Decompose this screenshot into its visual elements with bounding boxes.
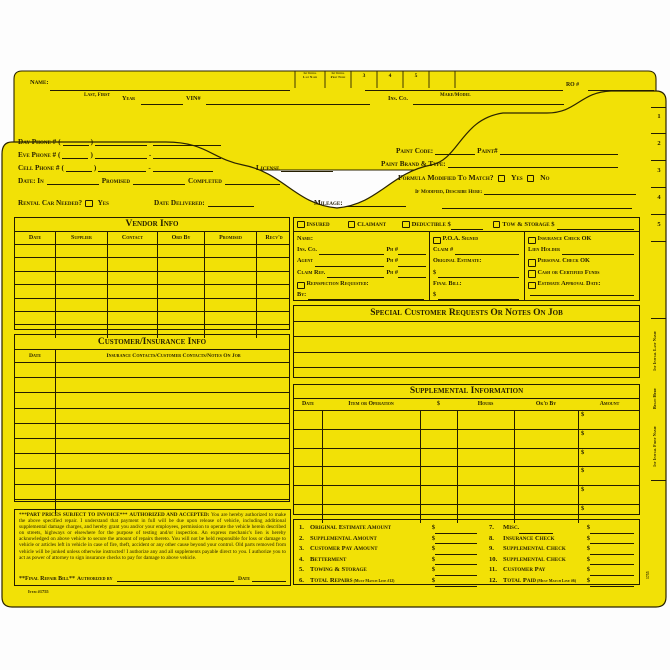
edge-tick (651, 318, 666, 319)
mileage-label: Mileage: (314, 199, 343, 207)
if-modified-line (484, 188, 636, 195)
line-label: Misc. (503, 524, 520, 531)
table-row (15, 377, 289, 392)
line-number: 6. (299, 576, 304, 584)
date-delivered-row (154, 199, 254, 207)
amount-line (435, 548, 477, 555)
tab-1st-initial-last-name (296, 72, 324, 80)
amount-line (590, 537, 634, 544)
promised-line (133, 178, 185, 185)
formula-label: Formula Modified To Match? (398, 173, 494, 182)
final-bill-label: Final Bill: (433, 279, 462, 287)
agent-label: Agent (297, 257, 313, 265)
table-row (15, 298, 289, 311)
dollar-sign: $ (433, 291, 437, 299)
claimant-checkbox (348, 221, 356, 229)
paint-number-label: Paint# (477, 147, 498, 155)
col-promised: Promised (204, 232, 256, 244)
dollar-sign: $ (431, 534, 435, 542)
edge-label-last-name: 1st Initial Last Name (652, 331, 657, 371)
rental-yes-checkbox (85, 200, 93, 208)
claim-ins-co-label: Ins. Co. (297, 246, 317, 254)
col-date: Date (29, 353, 41, 359)
paint-brand-line (448, 161, 618, 168)
tab-label-line1: 1st Initial (303, 71, 317, 75)
dollar-sign: $ (586, 566, 590, 574)
date-label: Date (238, 576, 250, 582)
tab-label-line2: First Name (330, 74, 346, 79)
amount-line (590, 580, 634, 587)
col-notes: Insurance Contacts/Customer Contacts/Notes On Job (55, 350, 291, 362)
col-dollar: $ (437, 401, 440, 407)
date-in-line (47, 178, 99, 185)
table-row (294, 485, 639, 504)
totals-row (299, 544, 634, 555)
edge-label-first-name: 1st Initial First Name (652, 426, 657, 468)
formula-row (398, 173, 550, 182)
ph-line (398, 271, 426, 278)
area-code-line (66, 165, 92, 172)
lien-holder-line (562, 248, 634, 255)
date-delivered-label: Date Delivered: (154, 199, 205, 207)
line-label: Supplemental Amount (310, 534, 377, 542)
table-row (294, 322, 639, 337)
last-first-label: Last, First (84, 93, 111, 98)
area-code-line (63, 139, 89, 146)
amount-line (435, 580, 477, 587)
table-row (294, 410, 639, 429)
claim-number-line (455, 248, 519, 255)
formula-no-checkbox (527, 175, 535, 183)
table-row (15, 453, 289, 468)
prefix-line (98, 165, 146, 172)
table-row (15, 392, 289, 407)
cell-phone-label: Cell Phone # (18, 164, 60, 172)
line-label: Original Estimate Amount (310, 524, 392, 531)
paren-open: ( (58, 138, 61, 146)
claim-estimate-column (430, 232, 525, 301)
day-phone-row (18, 138, 221, 146)
amount-dollar: $ (578, 411, 641, 429)
line-label: Towing & Storage (310, 566, 367, 574)
insured-checkbox (297, 221, 305, 229)
col-ord-by: Ord By (157, 232, 204, 244)
deductible-label: Deductible $ (411, 220, 451, 228)
formula-yes-checkbox (498, 175, 506, 183)
poa-checkbox (433, 237, 441, 245)
totals-box (293, 519, 640, 585)
table-row (294, 337, 639, 352)
edge-number-1: 1 (657, 113, 661, 120)
amount-line (590, 569, 634, 576)
col-contact: Contact (107, 232, 157, 244)
tab-label-line1: 1st Initial (331, 71, 345, 75)
date-in-label: Date: In (18, 177, 44, 185)
part-prices-heading: ***PART PRICES SUBJECT TO INVOICE*** (19, 512, 128, 518)
table-row (15, 484, 289, 499)
completed-label: Completed (188, 177, 222, 185)
table-row (15, 244, 289, 257)
dash: - (149, 138, 152, 146)
ph-line (398, 248, 426, 255)
reinspection-label: Reinspection Requested: (306, 279, 369, 287)
totals-row (299, 534, 634, 545)
eve-phone-label: Eve Phone # (18, 151, 57, 159)
amount-dollar: $ (578, 430, 641, 448)
col-date: Date (301, 401, 315, 407)
year-line (141, 104, 183, 105)
col-recvd: Recv'd (256, 232, 291, 244)
ph-line (398, 260, 426, 267)
edge-number-5: 5 (657, 221, 661, 228)
dollar-sign: $ (433, 268, 437, 276)
totals-row (299, 555, 634, 566)
make-model-label: Make/Model (440, 93, 471, 98)
ph-label: Ph # (386, 268, 398, 276)
tab-4: 4 (388, 73, 392, 79)
table-row (294, 448, 639, 467)
amount-line (590, 548, 634, 555)
match-note: (Must Match Line #6) (537, 578, 577, 583)
totals-row (299, 565, 634, 576)
paint-number-line (500, 148, 618, 155)
rental-row (18, 199, 109, 207)
poa-label: P.O.A. Signed (442, 235, 479, 242)
number-line (153, 165, 213, 172)
rental-label: Rental Car Needed? (18, 199, 83, 207)
amount-dollar: $ (578, 486, 641, 504)
item-number: Item #1755 (28, 589, 49, 594)
table-row (294, 353, 639, 368)
final-repair-bill-row (19, 575, 286, 582)
amount-line (435, 569, 477, 576)
claim-rep-label: Claim Rep. (297, 268, 326, 276)
amount-dollar: $ (578, 467, 641, 485)
tab-5: 5 (414, 73, 418, 79)
paint-brand-label: Paint Brand & Type: (381, 160, 446, 168)
authorized-by-label: Authorized by (77, 576, 113, 582)
name-line (50, 90, 290, 91)
authorization-body: You are hereby authorized to make the above specified repair. I understand that payment in full will be due upon release of vehicle, including additional supplemental damage charges, and hereby grant you and/or your employees, permission to operate the vehicle herein described on streets, highways or elsewhere for the purpose of testing and/or inspection. An express mechanic's lien is hereby acknowledged on above vehicle to secure the amount of repairs thereto. You will not be held responsible for loss or damage to vehicle or articles left in vehicle in case of fire, theft, accident or any other cause beyond your control. Old parts removed from vehicle will be junked unless otherwise instructed! I authorize any and all supplements payable direct to you. I authorize you to act as power of attorney to sign insurance checks to pay for damage to above vehicle. (19, 512, 287, 561)
table-row (15, 284, 289, 297)
line-label: Supplemental Check (503, 555, 566, 563)
line-number: 3. (299, 545, 304, 553)
line-number: 2. (299, 534, 304, 542)
date-line (252, 575, 286, 582)
cell-phone-row (18, 164, 213, 172)
line-number: 5. (299, 566, 304, 574)
promised-label: Promised (101, 177, 130, 185)
eve-phone-row (18, 151, 221, 159)
edge-tick (651, 214, 666, 215)
prefix-line (95, 139, 147, 146)
insurance-check-ok-label: Insurance Check OK (537, 235, 592, 242)
edge-number-2: 2 (657, 140, 661, 147)
tow-storage-checkbox (493, 221, 501, 229)
tab-1st-initial-first-name (326, 72, 350, 80)
cash-certified-checkbox (528, 270, 536, 278)
ph-label: Ph # (386, 257, 398, 265)
customer-insurance-table (14, 334, 290, 502)
edge-label-begin-here: Begin Here (652, 388, 657, 410)
claim-contacts-column (294, 232, 430, 301)
amount-line (590, 558, 634, 565)
by-line (308, 293, 424, 300)
line-label: Customer Pay Amount (310, 545, 378, 553)
vendor-header-row (15, 232, 289, 244)
prefix-line (95, 152, 147, 159)
insurance-check-ok-checkbox (528, 237, 536, 245)
agent-line (315, 260, 384, 267)
original-estimate-line (438, 271, 519, 278)
license-row (256, 164, 333, 172)
paint-code-label: Paint Code: (396, 147, 434, 155)
edge-form-number: 1755 (646, 571, 650, 579)
vendor-info-title: Vendor Info (15, 218, 289, 232)
col-hours: Hours (477, 401, 494, 407)
tow-storage-label: Tow & Storage $ (502, 220, 555, 228)
license-label: License (256, 164, 280, 172)
formula-no-label: No (540, 173, 550, 182)
table-row (294, 429, 639, 448)
col-item-operation: Item or Operation (348, 401, 394, 407)
mileage-row (314, 199, 406, 207)
edge-tick (651, 107, 666, 108)
col-supplier: Supplier (55, 232, 107, 244)
day-phone-label: Day Phone # (18, 138, 57, 146)
lien-holder-label: Lien Holder (528, 246, 561, 254)
paren-close: ) (90, 138, 94, 146)
cash-certified-label: Cash or Certified Funds (537, 268, 600, 276)
line-label: Total Paid (503, 576, 537, 584)
tab-3: 3 (362, 73, 366, 79)
ro-number-line (588, 90, 654, 91)
year-label: Year (122, 95, 135, 102)
table-row (15, 438, 289, 453)
personal-check-ok-checkbox (528, 259, 536, 267)
col-date: Date (28, 235, 42, 241)
if-modified-label: If Modified, Describe Here: (415, 189, 483, 195)
area-code-line (62, 152, 88, 159)
supplemental-table (293, 384, 640, 515)
line-number: 12. (489, 576, 498, 584)
by-label: By: (297, 291, 307, 299)
edge-tick (651, 133, 666, 134)
rental-yes-label: Yes (97, 199, 109, 207)
table-row (15, 408, 289, 423)
paren-close: ) (90, 151, 93, 159)
line-number: 4. (299, 555, 304, 563)
claim-rep-line (327, 271, 384, 278)
dollar-sign: $ (586, 545, 590, 553)
dates-row (18, 177, 280, 185)
table-row (15, 271, 289, 284)
line-label: Insurance Check (503, 534, 555, 542)
table-row (15, 468, 289, 483)
paint-brand-row (381, 160, 618, 168)
tow-storage-line (557, 223, 634, 230)
col-amount: Amount (599, 401, 620, 407)
estimate-approval-line (530, 289, 634, 296)
misc-line (519, 527, 553, 534)
ph-label: Ph # (386, 246, 398, 254)
reinspection-checkbox (297, 282, 305, 290)
edge-tick (651, 480, 666, 481)
dash: - (148, 164, 151, 172)
table-row (294, 368, 639, 382)
table-row (294, 466, 639, 485)
line-label: Betterment (310, 555, 347, 563)
paint-code-line (435, 148, 475, 155)
edge-tick (651, 241, 666, 242)
original-estimate-label: Original Estimate: (433, 257, 482, 265)
vin-label: VIN# (186, 95, 201, 102)
authorized-by-line (117, 575, 235, 582)
table-row (15, 362, 289, 377)
line-number: 1. (299, 524, 304, 531)
totals-row (299, 576, 634, 587)
claim-name-label: Name: (297, 235, 313, 242)
dollar-sign: $ (431, 566, 435, 574)
dollar-sign: $ (586, 555, 590, 563)
line-label: Supplemental Check (503, 545, 566, 553)
final-bill-line (438, 293, 519, 300)
edge-number-4: 4 (657, 194, 661, 201)
line-number: 9. (489, 545, 494, 553)
ins-co-label: Ins. Co. (388, 95, 408, 102)
number-line (153, 139, 221, 146)
insured-label: Insured (306, 220, 330, 228)
personal-check-ok-label: Personal Check OK (537, 257, 590, 265)
dash: - (148, 151, 152, 159)
deductible-line (451, 223, 483, 230)
vendor-info-table (14, 217, 290, 330)
edge-tick (651, 187, 666, 188)
amount-line (435, 527, 477, 534)
match-note: (Must Match Line #12) (353, 578, 395, 583)
authorization-box (14, 509, 291, 586)
claim-number-label: Claim # (433, 246, 454, 254)
line-number: 10. (489, 555, 498, 563)
dollar-sign: $ (586, 524, 590, 531)
amount-line (435, 537, 477, 544)
totals-row (299, 523, 634, 534)
estimate-approval-checkbox (528, 282, 536, 290)
paint-code-row (396, 147, 618, 155)
mileage-line (346, 200, 406, 207)
dollar-sign: $ (431, 524, 435, 531)
date-delivered-line (208, 200, 254, 207)
supplemental-title: Supplemental Information (294, 385, 639, 399)
number-line (153, 152, 221, 159)
customer-insurance-title: Customer/Insurance Info (15, 335, 289, 350)
vin-line (206, 104, 370, 105)
make-model-line (365, 90, 563, 91)
amount-line (590, 527, 634, 534)
line-label: Customer Pay (503, 566, 546, 574)
deductible-checkbox (402, 221, 410, 229)
tab-label-line2: Last Name (302, 74, 318, 79)
estimate-approval-label: Estimate Approval Date: (537, 279, 601, 287)
amount-line (435, 558, 477, 565)
authorized-accepted-heading: AUTHORIZED AND ACCEPTED: (129, 512, 210, 518)
dollar-sign: $ (431, 545, 435, 553)
line-label: Total Repairs (310, 576, 353, 584)
table-row (15, 423, 289, 438)
if-modified-row (415, 188, 636, 195)
ro-number-label: RO # (566, 82, 580, 88)
final-repair-bill-label: **Final Repair Bill** (19, 576, 76, 582)
special-requests-title: Special Customer Requests Or Notes On Job (294, 306, 639, 322)
completed-line (225, 178, 280, 185)
amount-dollar: $ (578, 449, 641, 467)
claim-payment-column (525, 232, 639, 301)
dollar-sign: $ (431, 576, 435, 584)
customer-header-row (15, 350, 289, 362)
supplemental-header-row (294, 399, 639, 410)
line-number: 8. (489, 534, 494, 542)
name-label: Name: (30, 79, 49, 86)
paren-open: ( (58, 151, 61, 159)
line-number: 7. (489, 524, 494, 531)
paren-close: ) (93, 164, 97, 172)
line-number: 11. (489, 566, 497, 574)
table-row (15, 257, 289, 270)
table-row (15, 311, 289, 324)
ins-co-line (413, 104, 564, 105)
edge-number-3: 3 (657, 167, 661, 174)
claimant-label: Claimant (357, 220, 387, 228)
claim-checks-row (294, 218, 639, 232)
mileage-extra-line (442, 208, 632, 209)
dollar-sign: $ (431, 555, 435, 563)
col-okd-by: Ok'd By (535, 401, 557, 407)
special-requests-box (293, 305, 640, 378)
authorization-text (19, 512, 286, 561)
paren-open: ( (61, 164, 64, 172)
dollar-sign: $ (586, 534, 590, 542)
amount-dollar: $ (578, 505, 641, 523)
ins-co-line (319, 248, 384, 255)
dollar-sign: $ (586, 576, 590, 584)
license-line (281, 165, 333, 172)
edge-tick (651, 160, 666, 161)
formula-yes-label: Yes (511, 173, 523, 182)
claim-box (293, 217, 640, 301)
